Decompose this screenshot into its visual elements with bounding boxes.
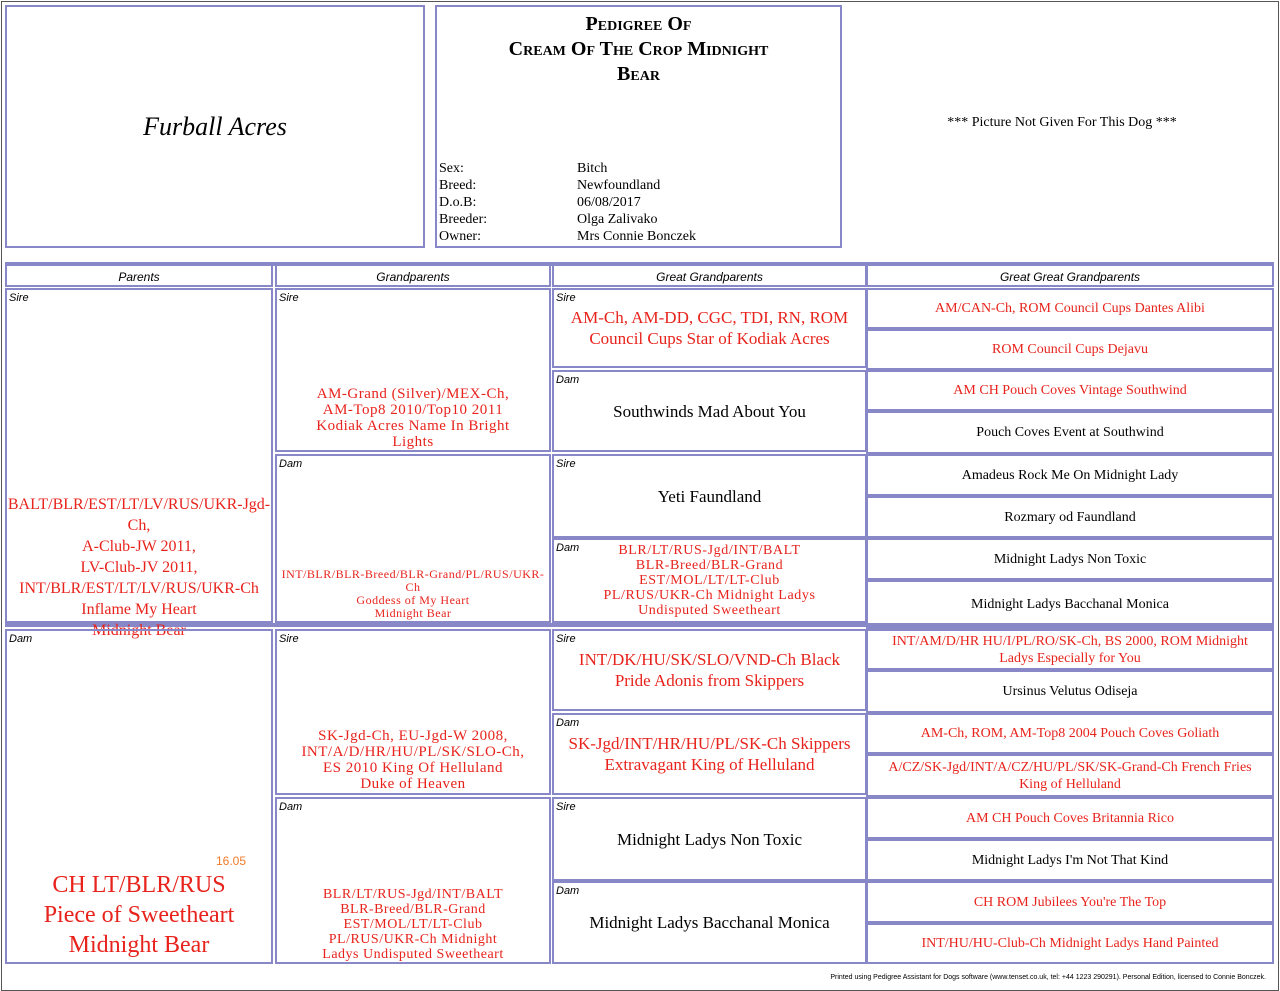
- sex-label: Dam: [9, 633, 33, 645]
- sex-label: Dam: [279, 458, 303, 470]
- great-grandparent-name: Yeti Faundland: [657, 486, 762, 506]
- great-grandparent-cell: [552, 713, 867, 795]
- parent-dam-name: CH LT/BLR/RUS Piece of Sweetheart Midnight Bear: [43, 872, 235, 958]
- sex-label: Sire: [556, 292, 576, 304]
- grandparent-photo: [355, 478, 472, 563]
- column-header: [866, 264, 1274, 287]
- great-grandparent-cell: [552, 881, 867, 964]
- great-great-grandparent-cell: [866, 797, 1274, 839]
- sex-label: Sire: [556, 801, 576, 813]
- dob-value: 06/08/2017: [577, 195, 641, 210]
- sex-label: Dam: [279, 801, 303, 813]
- great-great-grandparent-name: INT/AM/D/HR HU/I/PL/RO/SK-Ch, BS 2000, ROM Midnight Ladys Especially for You: [892, 633, 1248, 666]
- parent-dam-photo: [16, 630, 262, 870]
- parent-sire-photo: [83, 325, 195, 492]
- great-grandparent-cell: [552, 454, 867, 538]
- sex-label: Sire: [279, 292, 299, 304]
- great-great-grandparent-cell: [866, 538, 1274, 580]
- great-great-grandparent-cell: [866, 923, 1274, 964]
- great-great-grandparent-cell: [866, 580, 1274, 629]
- grandparent-photo: [370, 288, 455, 385]
- kennel-name: Furball Acres: [143, 111, 287, 141]
- great-grandparent-name: Midnight Ladys Non Toxic: [616, 829, 803, 849]
- pedigree-title: [437, 12, 840, 87]
- photo-date-stamp: 16.05: [216, 854, 247, 868]
- great-great-grandparent-cell: [866, 288, 1274, 329]
- title-line-2: Cream Of The Crop Midnight: [508, 38, 769, 60]
- sex-label: Dam: [556, 717, 580, 729]
- great-grandparent-name: Southwinds Mad About You: [613, 401, 806, 421]
- great-grandparent-name: AM-Ch, AM-DD, CGC, TDI, RN, ROM Council Cups Star of Kodiak Acres: [570, 308, 849, 348]
- owner-value: Mrs Connie Bonczek: [577, 229, 696, 244]
- great-great-grandparent-cell: [866, 754, 1274, 797]
- great-grandparent-cell: [552, 538, 867, 623]
- great-great-grandparent-cell: [866, 454, 1274, 496]
- title-box: [435, 5, 842, 248]
- great-great-grandparent-name: AM/CAN-Ch, ROM Council Cups Dantes Alibi: [935, 301, 1205, 316]
- great-great-grandparent-name: Midnight Ladys Non Toxic: [993, 551, 1147, 567]
- column-header-label: Great Great Grandparents: [999, 270, 1141, 284]
- sex-label: Sire: [279, 633, 299, 645]
- great-great-grandparent-cell: [866, 839, 1274, 881]
- sex-label: Sire: [9, 292, 29, 304]
- title-line-1: Pedigree Of: [585, 13, 692, 35]
- breed-label: Breed:: [439, 178, 477, 193]
- great-grandparent-cell: [552, 797, 867, 881]
- great-great-grandparent-cell: [866, 629, 1274, 670]
- column-header: [5, 264, 273, 287]
- great-great-grandparent-name: INT/HU/HU-Club-Ch Midnight Ladys Hand Painted: [921, 936, 1219, 951]
- great-great-grandparent-cell: [866, 881, 1274, 923]
- great-great-grandparent-name: A/CZ/SK-Jgd/INT/A/CZ/HU/PL/SK/SK-Grand-Ch French Fries King of Helluland: [888, 759, 1252, 792]
- grandparent-name: AM-Grand (Silver)/MEX-Ch, AM-Top8 2010/Top10 2011 Kodiak Acres Name In Bright Lights: [316, 385, 510, 450]
- column-header-label: Great Grandparents: [656, 270, 763, 284]
- great-great-grandparent-name: ROM Council Cups Dejavu: [992, 342, 1148, 357]
- sex-label: Dam: [556, 542, 580, 554]
- great-great-grandparent-name: AM-Ch, ROM, AM-Top8 2004 Pouch Coves Goliath: [920, 726, 1220, 741]
- great-great-grandparent-name: AM CH Pouch Coves Britannia Rico: [965, 810, 1175, 826]
- column-header-label: Grandparents: [376, 270, 450, 284]
- grandparent-name: BLR/LT/RUS-Jgd/INT/BALT BLR-Breed/BLR-Grand EST/MOL/LT/LT-Club PL/RUS/UKR-Ch Midnight Ladys Undisputed Sweetheart: [322, 886, 504, 962]
- great-great-grandparent-name: Midnight Ladys Bacchanal Monica: [971, 597, 1169, 612]
- dog-info: [439, 160, 696, 245]
- great-great-grandparent-cell: [866, 329, 1274, 370]
- grandparent-photo: [378, 630, 450, 727]
- grandparent-name: SK-Jgd-Ch, EU-Jgd-W 2008, INT/A/D/HR/HU/PL/SK/SLO-Ch, ES 2010 King Of Helluland Duke of Heaven: [301, 728, 525, 792]
- great-grandparent-name: SK-Jgd/INT/HR/HU/PL/SK-Ch Skippers Extravagant King of Helluland: [568, 734, 851, 774]
- great-grandparent-cell: [552, 629, 867, 711]
- sex-label: Dam: [556, 885, 580, 897]
- owner-label: Owner:: [439, 229, 481, 244]
- great-grandparent-name: BLR/LT/RUS-Jgd/INT/BALT BLR-Breed/BLR-Grand EST/MOL/LT/LT-Club PL/RUS/UKR-Ch Midnight Ladys Undisputed Sweetheart: [603, 543, 816, 618]
- sex-label: Sex:: [439, 161, 464, 176]
- great-grandparent-cell: [552, 288, 867, 368]
- column-header-label: Parents: [118, 270, 160, 284]
- great-great-grandparent-cell: [866, 713, 1274, 754]
- footer-credit: Printed using Pedigree Assistant for Dogs software (www.tenset.co.uk, tel: +44 1223 290291). Personal Edition, licensed to Connie Bonczek.: [830, 974, 1266, 981]
- great-great-grandparent-name: Ursinus Velutus Odiseja: [1002, 684, 1138, 699]
- sex-label: Sire: [556, 458, 576, 470]
- sex-value: Bitch: [577, 161, 608, 176]
- kennel-box: [5, 5, 425, 248]
- great-grandparent-name: INT/DK/HU/SK/SLO/VND-Ch Black Pride Adonis from Skippers: [578, 650, 841, 690]
- great-grandparent-name: Midnight Ladys Bacchanal Monica: [589, 913, 830, 932]
- no-picture-note: *** Picture Not Given For This Dog ***: [947, 115, 1177, 130]
- great-great-grandparent-name: CH ROM Jubilees You're The Top: [973, 894, 1167, 910]
- great-great-grandparent-name: Amadeus Rock Me On Midnight Lady: [961, 467, 1179, 483]
- sex-label: Dam: [556, 374, 580, 386]
- dob-label: D.o.B:: [439, 195, 477, 210]
- great-great-grandparent-name: Rozmary od Faundland: [1004, 509, 1136, 525]
- great-great-grandparent-name: AM CH Pouch Coves Vintage Southwind: [953, 383, 1187, 398]
- great-grandparent-cell: [552, 370, 867, 452]
- breeder-value: Olga Zalivako: [577, 212, 658, 227]
- great-great-grandparent-cell: [866, 370, 1274, 411]
- grandparent-name: INT/BLR/BLR-Breed/BLR-Grand/PL/RUS/UKR-Ch Goddess of My Heart Midnight Bear: [281, 567, 545, 620]
- breed-value: Newfoundland: [577, 178, 661, 193]
- parent-sire-name: BALT/BLR/EST/LT/LV/RUS/UKR-Jgd-Ch, A-Club-JW 2011, LV-Club-JV 2011, INT/BLR/EST/LT/LV/RUS/UKR-Ch Inflame My Heart Midnight Bear: [7, 496, 271, 639]
- great-great-grandparent-name: Midnight Ladys I'm Not That Kind: [971, 852, 1169, 868]
- great-great-grandparent-cell: [866, 411, 1274, 454]
- breeder-label: Breeder:: [439, 212, 488, 227]
- great-great-grandparent-cell: [866, 670, 1274, 713]
- great-great-grandparent-name: Pouch Coves Event at Southwind: [976, 425, 1164, 440]
- column-header: [275, 264, 551, 287]
- title-line-3: Bear: [617, 63, 660, 85]
- grandparent-photo: [361, 800, 464, 885]
- column-header: [552, 264, 867, 287]
- sex-label: Sire: [556, 633, 576, 645]
- great-great-grandparent-cell: [866, 496, 1274, 538]
